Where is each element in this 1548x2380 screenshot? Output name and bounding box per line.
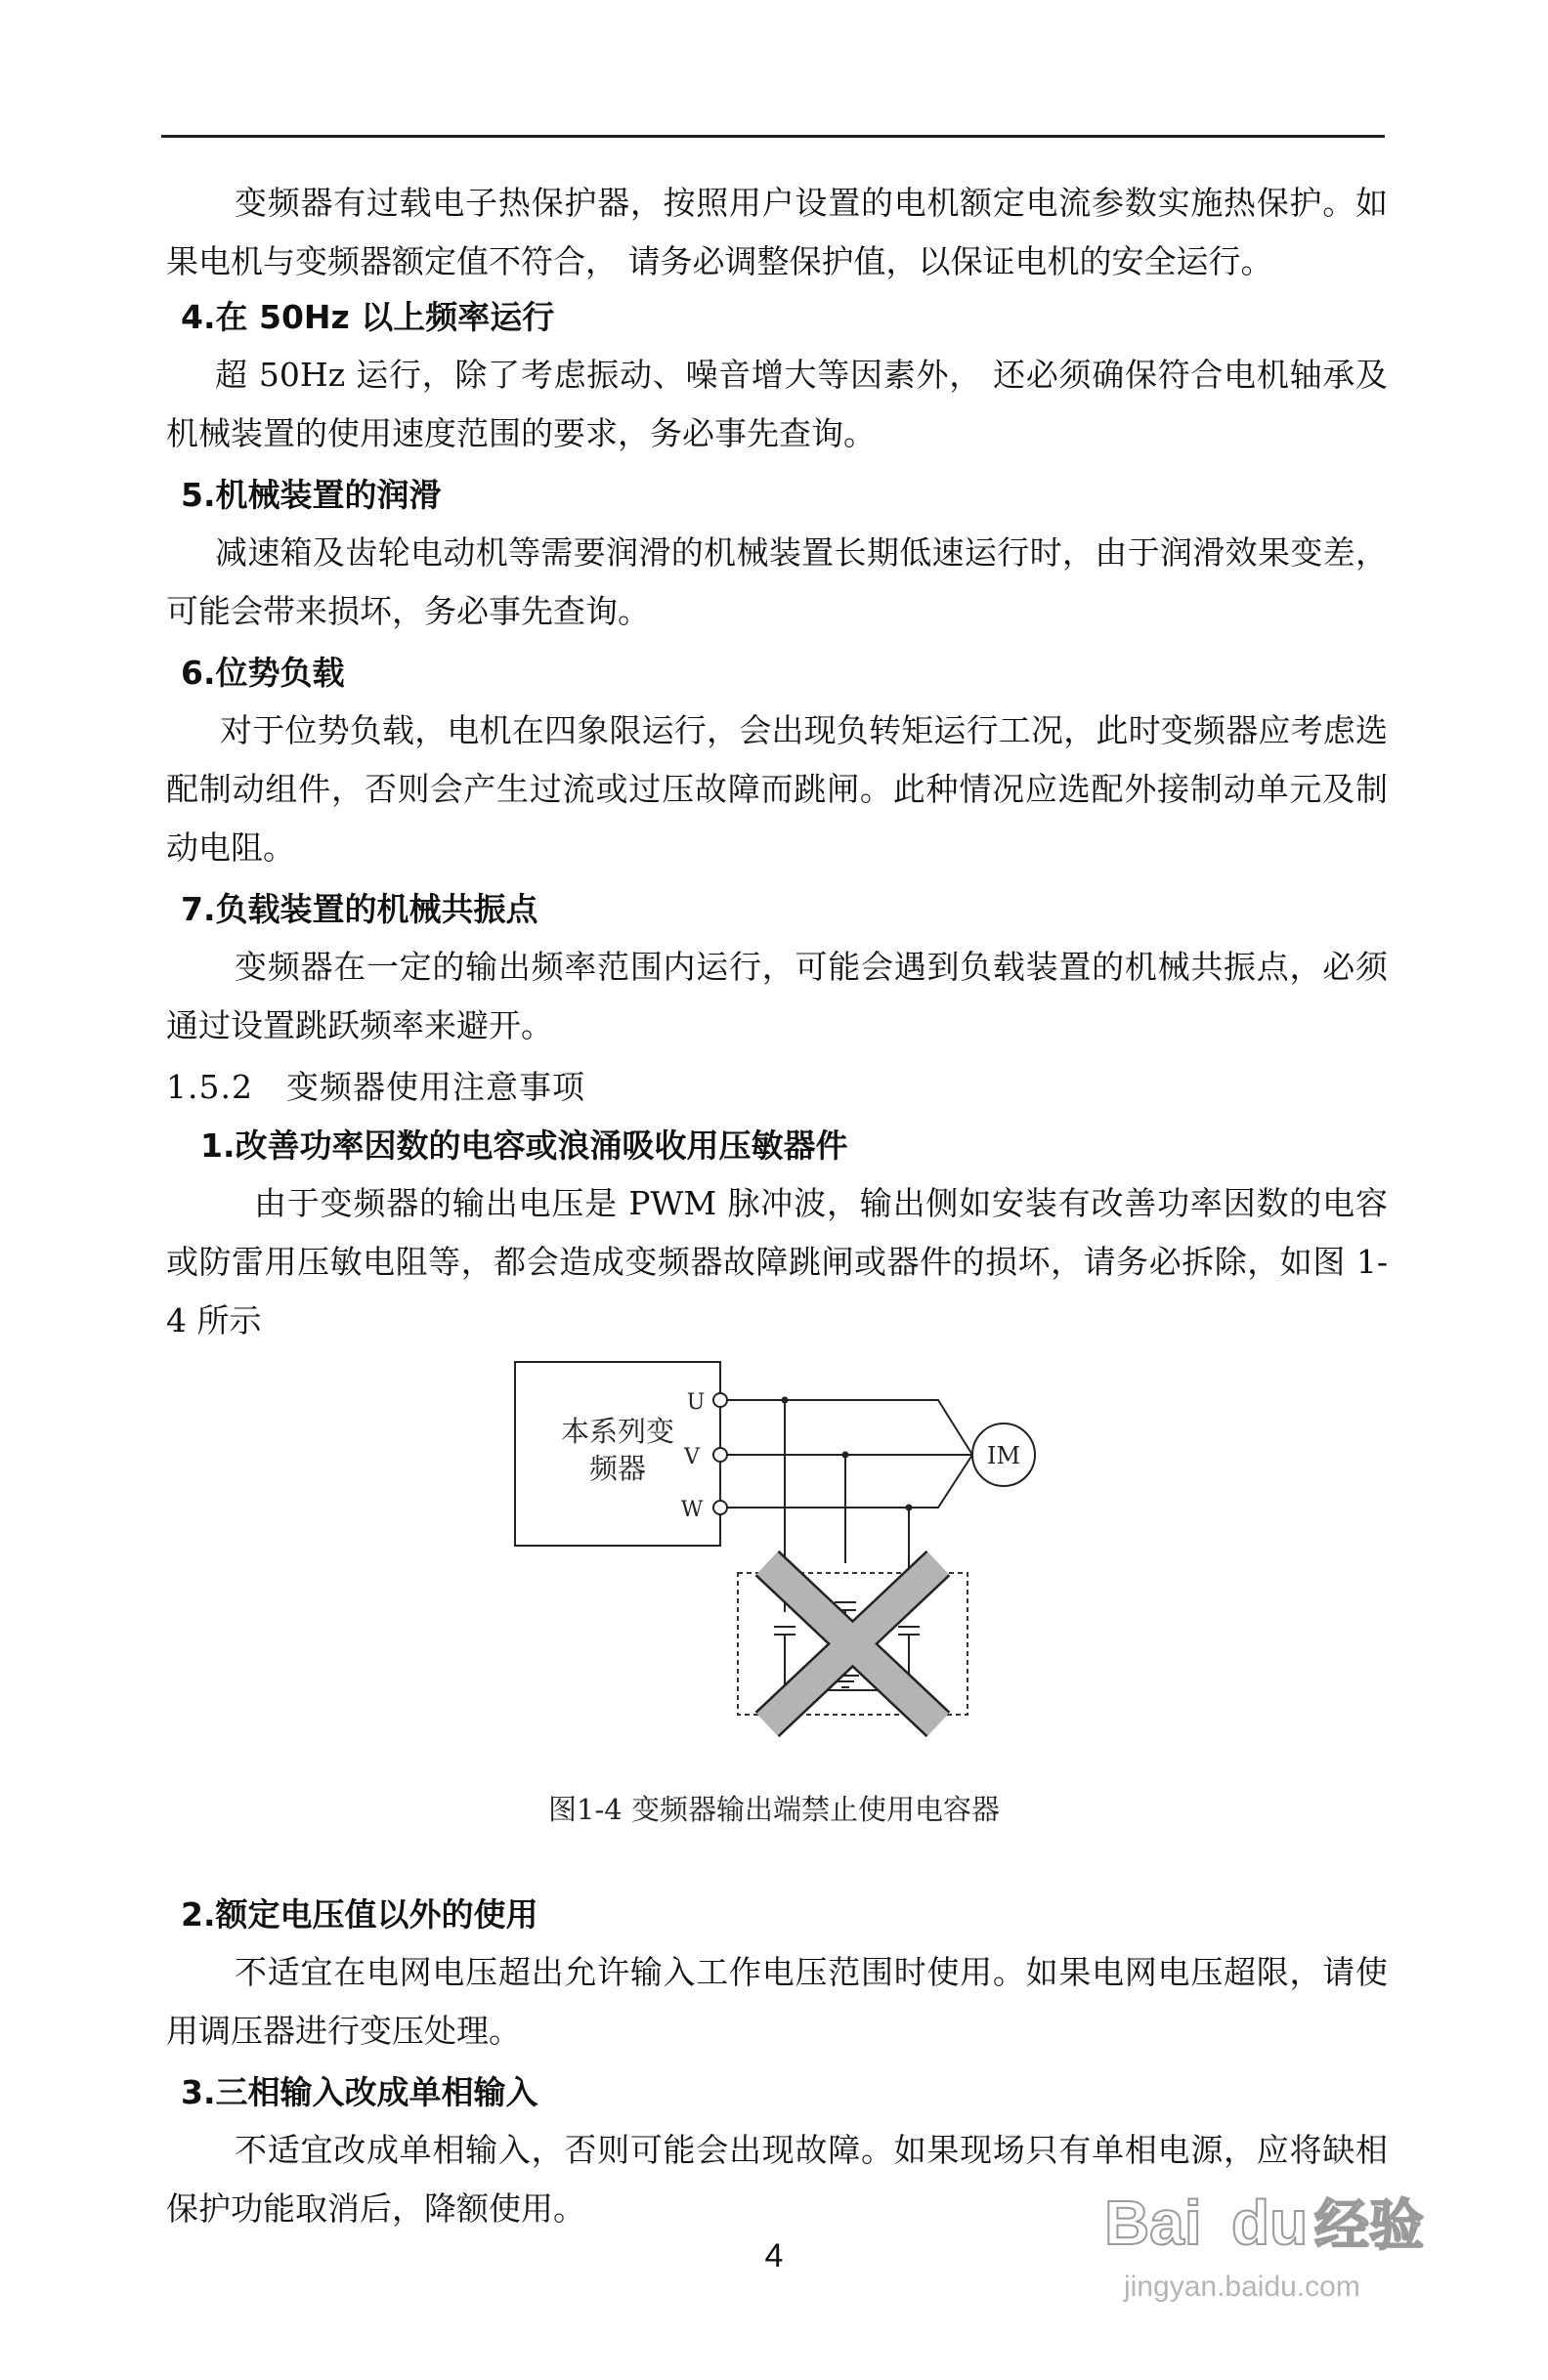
subheading-2: 2.额定电压值以外的使用: [181, 1895, 538, 1934]
heading-6: 6.位势负载: [181, 654, 345, 692]
inverter-label-2: 频器: [588, 1452, 647, 1485]
terminal-v: [713, 1448, 727, 1462]
prohibited-x-mark: [767, 1563, 938, 1724]
terminal-w-label: W: [680, 1498, 704, 1522]
line-w: [727, 1455, 972, 1508]
paragraph-4: 超 50Hz 运行，除了考虑振动、噪音增大等因素外， 还必须确保符合电机轴承及机械装置的使用速度范围的要求，务必事先查询。: [166, 356, 1388, 452]
paragraph-s1: 由于变频器的输出电压是 PWM 脉冲波，输出侧如安装有改善功率因数的电容或防雷用压敏电阻等，都会造成变频器故障跳闸或器件的损坏，请务必拆除，如图 1-4 所示: [166, 1184, 1388, 1339]
watermark-logo-text-3: 经验: [1314, 2194, 1424, 2258]
inverter-label-1: 本系列变: [560, 1415, 675, 1448]
paragraph-overload: 变频器有过载电子热保护器，按照用户设置的电机额定电流参数实施热保护。如果电机与变频器额定值不符合， 请务必调整保护值，以保证电机的安全运行。: [166, 184, 1388, 280]
paragraph-5: 减速箱及齿轮电动机等需要润滑的机械装置长期低速运行时，由于润滑效果变差，可能会带来损坏，务必事先查询。: [166, 533, 1388, 630]
baidu-watermark: [1085, 2174, 1476, 2320]
paragraph-s2: 不适宜在电网电压超出允许输入工作电压范围时使用。如果电网电压超限，请使用调压器进行变压处理。: [166, 1953, 1388, 2050]
heading-5: 5.机械装置的润滑: [181, 476, 442, 514]
terminal-u: [713, 1393, 727, 1407]
paragraph-7: 变频器在一定的输出频率范围内运行，可能会遇到负载装置的机械共振点，必须通过设置跳跃频率来避开。: [166, 948, 1388, 1044]
line-u: [727, 1400, 972, 1455]
page-number: 4: [764, 2237, 784, 2274]
section-heading: 1.5.2 变频器使用注意事项: [166, 1068, 585, 1106]
terminal-u-label: U: [686, 1390, 706, 1415]
watermark-logo-text: Bai: [1104, 2188, 1202, 2258]
subheading-1: 1.改善功率因数的电容或浪涌吸收用压敏器件: [200, 1126, 848, 1165]
heading-7: 7.负载装置的机械共振点: [181, 890, 538, 928]
motor-label: IM: [986, 1442, 1021, 1469]
heading-4: 4.在 50Hz 以上频率运行: [181, 298, 555, 336]
watermark-logo-text-2: du: [1231, 2188, 1309, 2258]
subheading-3: 3.三相输入改成单相输入: [181, 2073, 538, 2111]
terminal-w: [713, 1501, 727, 1514]
watermark-url: jingyan.baidu.com: [1124, 2271, 1360, 2303]
terminal-v-label: V: [684, 1445, 700, 1469]
paragraph-s3: 不适宜改成单相输入，否则可能会出现故障。如果现场只有单相电源，应将缺相保护功能取消后，降额使用。: [166, 2131, 1388, 2228]
figure-caption: 图1-4 变频器输出端禁止使用电容器: [548, 1793, 1000, 1826]
paragraph-6: 对于位势负载，电机在四象限运行，会出现负转矩运行工况，此时变频器应考虑选配制动组件，否则会产生过流或过压故障而跳闸。此种情况应选配外接制动单元及制动电阻。: [166, 711, 1388, 867]
